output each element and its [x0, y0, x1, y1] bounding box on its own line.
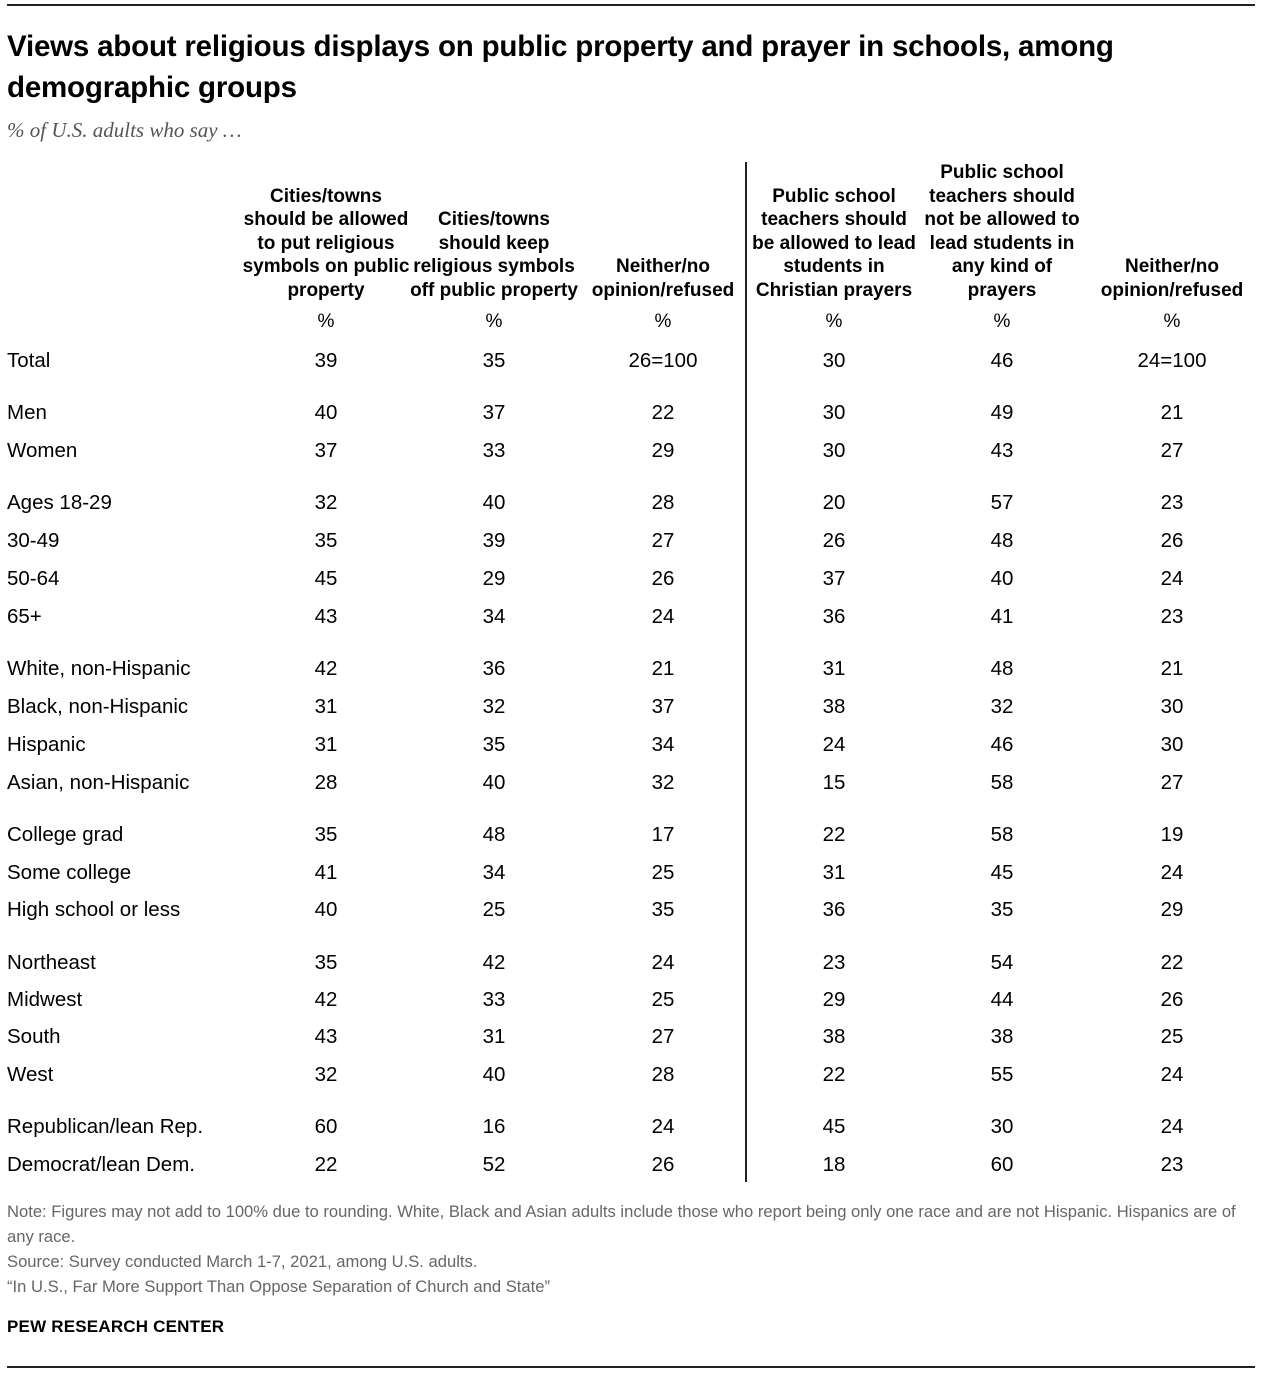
table-cell: 22 [822, 823, 846, 846]
table-cell: 30 [822, 439, 846, 462]
row-label: Democrat/lean Dem. [7, 1153, 195, 1176]
table-cell: 21 [1160, 657, 1184, 680]
table-cell: 28 [314, 771, 338, 794]
row-label: South [7, 1025, 61, 1048]
table-cell: 44 [990, 988, 1014, 1011]
table-cell: 35 [482, 733, 506, 756]
table-cell: 25 [482, 898, 506, 921]
row-label: Women [7, 439, 78, 462]
table-cell: 24 [1160, 1063, 1184, 1086]
row-label: Ages 18-29 [7, 491, 112, 514]
table-cell: 24 [651, 1115, 675, 1138]
row-label: Total [7, 349, 51, 372]
table-row [0, 436, 1280, 466]
table-cell: 48 [482, 823, 506, 846]
table-cell: 37 [822, 567, 846, 590]
table-row [0, 1150, 1280, 1180]
column-header-label: Public school teachers should be allowed to lead students in Christian prayers [752, 185, 916, 301]
table-cell: 21 [1160, 401, 1184, 424]
column-unit: % [993, 311, 1011, 332]
table-cell: 26 [651, 567, 675, 590]
row-label: 50-64 [7, 567, 60, 590]
row-label: College grad [7, 823, 124, 846]
table-cell: 31 [314, 733, 338, 756]
column-header-6 [1087, 160, 1257, 302]
report-title: “In U.S., Far More Support Than Oppose Separation of Church and State” [7, 1277, 550, 1296]
table-cell: 42 [314, 657, 338, 680]
table-cell: 29 [822, 988, 846, 1011]
table-cell: 30 [1160, 733, 1184, 756]
table-cell: 40 [482, 771, 506, 794]
table-cell: 28 [651, 491, 675, 514]
row-label: Hispanic [7, 733, 86, 756]
table-row [0, 564, 1280, 594]
table-cell: 33 [482, 439, 506, 462]
table-cell: 35 [314, 823, 338, 846]
top-rule [7, 4, 1255, 6]
table-cell: 24 [1160, 1115, 1184, 1138]
table-cell: 27 [651, 1025, 675, 1048]
table-cell: 43 [990, 439, 1014, 462]
row-label: Republican/lean Rep. [7, 1115, 204, 1138]
table-cell: 23 [822, 951, 846, 974]
table-row [0, 398, 1280, 428]
table-cell: 32 [482, 695, 506, 718]
column-header-label: Neither/no opinion/refused [1100, 256, 1244, 301]
table-cell: 33 [482, 988, 506, 1011]
table-cell: 41 [314, 861, 338, 884]
table-cell: 30 [822, 401, 846, 424]
table-cell: 26 [651, 1153, 675, 1176]
table-cell: 31 [822, 861, 846, 884]
table-cell: 37 [482, 401, 506, 424]
table-cell: 25 [651, 861, 675, 884]
table-cell: 24 [651, 605, 675, 628]
table-cell: 35 [651, 898, 675, 921]
table-row [0, 346, 1280, 376]
bottom-rule [7, 1366, 1255, 1368]
column-unit: % [654, 311, 672, 332]
column-unit: % [825, 311, 843, 332]
table-row [0, 692, 1280, 722]
column-header-1 [241, 160, 411, 302]
table-cell: 42 [314, 988, 338, 1011]
table-cell: 46 [990, 733, 1014, 756]
row-label: Midwest [7, 988, 83, 1011]
row-label: 65+ [7, 605, 42, 628]
table-cell: 48 [990, 657, 1014, 680]
table-cell: 45 [822, 1115, 846, 1138]
table-row [0, 820, 1280, 850]
table-cell: 30 [1160, 695, 1184, 718]
column-unit: % [317, 311, 335, 332]
brand-name: PEW RESEARCH CENTER [7, 1317, 225, 1336]
table-row [0, 602, 1280, 632]
table-row [0, 526, 1280, 556]
table-cell: 43 [314, 605, 338, 628]
note-text: Note: Figures may not add to 100% due to rounding. White, Black and Asian adults include those who report being only one race and are not Hispanic. Hispanics are of any race. [7, 1202, 1236, 1246]
table-cell: 36 [482, 657, 506, 680]
table-row [0, 488, 1280, 518]
table-cell: 35 [314, 951, 338, 974]
table-cell: 35 [314, 529, 338, 552]
table-cell: 32 [651, 771, 675, 794]
table-cell: 58 [990, 771, 1014, 794]
table-cell: 40 [314, 898, 338, 921]
table-cell: 35 [482, 349, 506, 372]
table-cell: 23 [1160, 491, 1184, 514]
table-cell: 52 [482, 1153, 506, 1176]
table-cell: 27 [1160, 439, 1184, 462]
column-unit: % [485, 311, 503, 332]
table-cell: 40 [482, 491, 506, 514]
table-cell: 57 [990, 491, 1014, 514]
table-row [0, 730, 1280, 760]
table-cell: 27 [1160, 771, 1184, 794]
source-text: Source: Survey conducted March 1-7, 2021, among U.S. adults. [7, 1252, 478, 1271]
table-cell: 36 [822, 898, 846, 921]
table-cell: 15 [822, 771, 846, 794]
footnotes [7, 1199, 1257, 1299]
table-cell: 30 [990, 1115, 1014, 1138]
column-header-label: Neither/no opinion/refused [591, 256, 735, 301]
row-label: West [7, 1063, 54, 1086]
table-cell: 36 [822, 605, 846, 628]
table-row [0, 768, 1280, 798]
table-cell: 24=100 [1137, 349, 1207, 372]
table-cell: 26 [1160, 529, 1184, 552]
table-cell: 34 [482, 605, 506, 628]
table-cell: 24 [1160, 861, 1184, 884]
table-cell: 28 [651, 1063, 675, 1086]
column-unit: % [1163, 311, 1181, 332]
table-cell: 38 [990, 1025, 1014, 1048]
table-cell: 34 [482, 861, 506, 884]
table-cell: 48 [990, 529, 1014, 552]
table-cell: 45 [314, 567, 338, 590]
table-row [0, 895, 1280, 925]
column-header-2 [409, 160, 579, 302]
table-row [0, 985, 1280, 1015]
table-cell: 60 [990, 1153, 1014, 1176]
chart-title: Views about religious displays on public property and prayer in schools, among demographic groups [7, 30, 1114, 104]
row-label: Black, non-Hispanic [7, 695, 189, 718]
table-cell: 26 [822, 529, 846, 552]
table-cell: 39 [314, 349, 338, 372]
table-cell: 60 [314, 1115, 338, 1138]
table-cell: 34 [651, 733, 675, 756]
table-cell: 41 [990, 605, 1014, 628]
table-cell: 25 [1160, 1025, 1184, 1048]
table-cell: 40 [314, 401, 338, 424]
table-cell: 24 [651, 951, 675, 974]
table-cell: 26=100 [628, 349, 698, 372]
table-cell: 30 [822, 349, 846, 372]
table-cell: 43 [314, 1025, 338, 1048]
table-row [0, 948, 1280, 978]
table-cell: 29 [1160, 898, 1184, 921]
table-cell: 46 [990, 349, 1014, 372]
table-row [0, 1112, 1280, 1142]
row-label: White, non-Hispanic [7, 657, 191, 680]
table-cell: 38 [822, 695, 846, 718]
column-header-label: Cities/towns should be allowed to put religious symbols on public property [242, 185, 410, 301]
table-cell: 22 [822, 1063, 846, 1086]
table-cell: 42 [482, 951, 506, 974]
table-cell: 21 [651, 657, 675, 680]
table-cell: 26 [1160, 988, 1184, 1011]
table-cell: 16 [482, 1115, 506, 1138]
table-cell: 18 [822, 1153, 846, 1176]
table-cell: 25 [651, 988, 675, 1011]
row-label: High school or less [7, 898, 181, 921]
table-cell: 24 [1160, 567, 1184, 590]
column-header-3 [578, 160, 748, 302]
table-row [0, 1060, 1280, 1090]
table-cell: 58 [990, 823, 1014, 846]
table-cell: 31 [482, 1025, 506, 1048]
table-cell: 32 [314, 1063, 338, 1086]
table-cell: 20 [822, 491, 846, 514]
row-label: Northeast [7, 951, 96, 974]
table-cell: 27 [651, 529, 675, 552]
table-cell: 31 [314, 695, 338, 718]
table-row [0, 858, 1280, 888]
table-row [0, 654, 1280, 684]
table-cell: 49 [990, 401, 1014, 424]
table-cell: 29 [651, 439, 675, 462]
table-cell: 32 [314, 491, 338, 514]
column-header-label: Public school teachers should not be allowed to lead students in any kind of prayers [924, 162, 1080, 301]
table-cell: 17 [651, 823, 675, 846]
row-label: Asian, non-Hispanic [7, 771, 190, 794]
table-row [0, 1022, 1280, 1052]
table-cell: 29 [482, 567, 506, 590]
table-cell: 22 [651, 401, 675, 424]
table-cell: 37 [651, 695, 675, 718]
table-cell: 31 [822, 657, 846, 680]
table-cell: 35 [990, 898, 1014, 921]
table-cell: 37 [314, 439, 338, 462]
row-label: Men [7, 401, 47, 424]
row-label: 30-49 [7, 529, 60, 552]
row-label: Some college [7, 861, 132, 884]
table-cell: 55 [990, 1063, 1014, 1086]
table-cell: 54 [990, 951, 1014, 974]
table-cell: 40 [482, 1063, 506, 1086]
table-cell: 22 [314, 1153, 338, 1176]
table-cell: 40 [990, 567, 1014, 590]
table-cell: 23 [1160, 1153, 1184, 1176]
table-cell: 24 [822, 733, 846, 756]
column-header-5 [917, 160, 1087, 302]
column-header-label: Cities/towns should keep religious symbols off public property [410, 209, 578, 301]
chart-subtitle: % of U.S. adults who say … [7, 118, 242, 142]
table-cell: 38 [822, 1025, 846, 1048]
table-cell: 22 [1160, 951, 1184, 974]
column-header-4 [749, 160, 919, 302]
table-cell: 32 [990, 695, 1014, 718]
table-cell: 19 [1160, 823, 1184, 846]
table-cell: 23 [1160, 605, 1184, 628]
table-cell: 39 [482, 529, 506, 552]
table-cell: 45 [990, 861, 1014, 884]
